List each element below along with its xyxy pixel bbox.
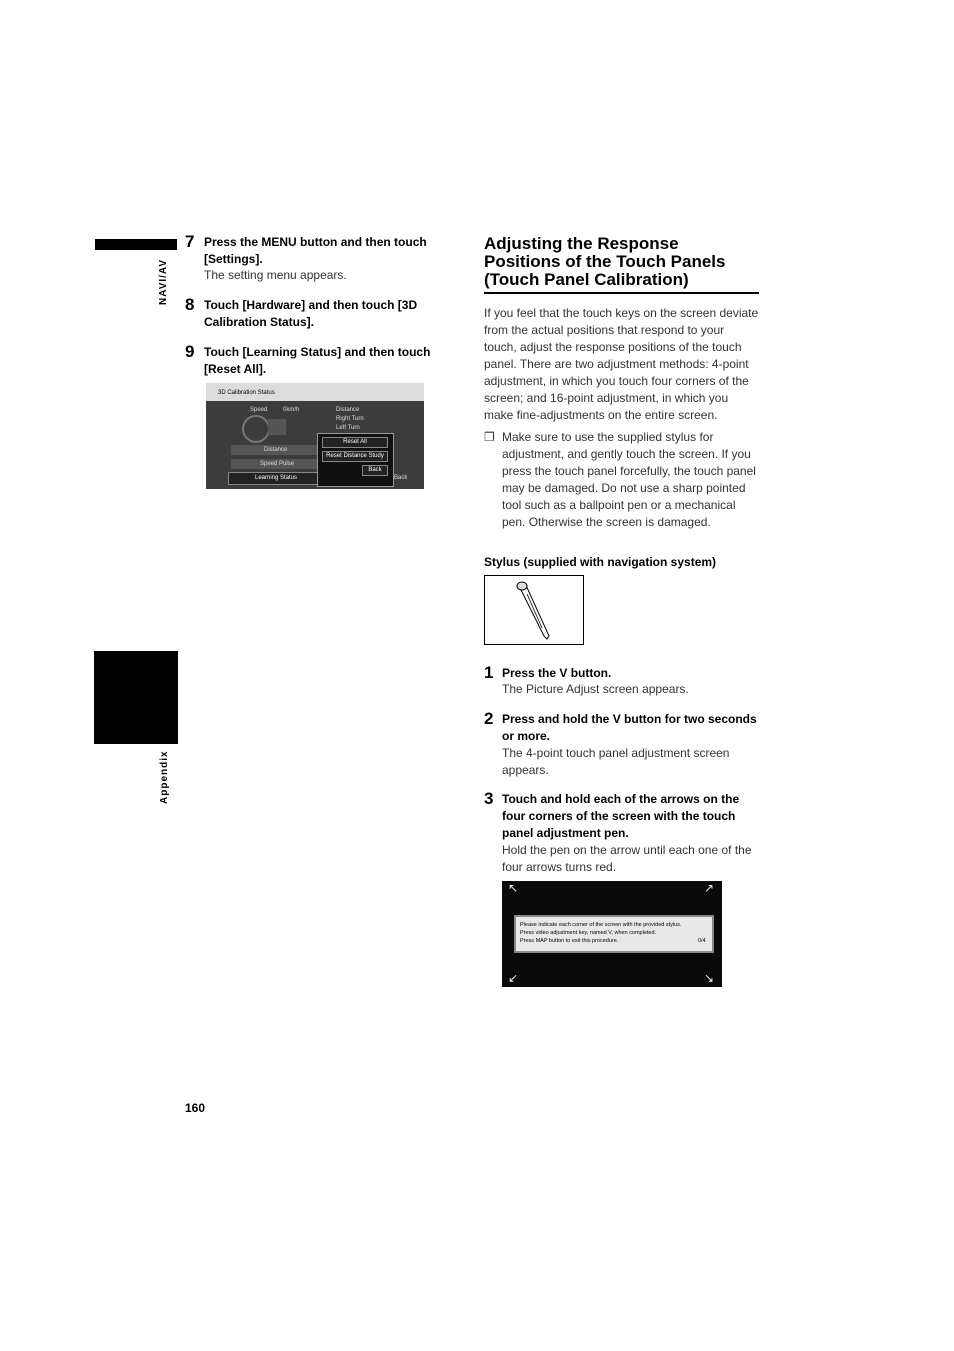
instruction-line-1: Please indicate each corner of the screen with the provided stylus. — [520, 922, 682, 928]
section-label: NAVI/AV — [158, 258, 169, 305]
arrow-bottom-left-icon[interactable]: ↙ — [508, 971, 519, 985]
appendix-label: Appendix — [159, 750, 170, 804]
right-turn-label: Right Turn — [336, 416, 364, 422]
step-7-number: 7 — [185, 232, 195, 251]
step-7-text-pre: Press the — [204, 235, 262, 249]
step-2-text: Press and hold the V button for two seconds or more. — [502, 712, 757, 743]
arrow-bottom-right-icon[interactable]: ↘ — [704, 971, 715, 985]
instruction-dialog — [514, 915, 714, 953]
step-2-number: 2 — [484, 709, 494, 728]
arrow-top-left-icon[interactable]: ↖ — [508, 881, 519, 895]
stylus-caption: Stylus (supplied with navigation system) — [484, 555, 717, 569]
page-number: 160 — [185, 1101, 206, 1115]
speed-label: Speed — [250, 407, 268, 413]
screen-title: 3D Calibration Status — [218, 390, 275, 396]
step-1-number: 1 — [484, 663, 494, 682]
intro-paragraph: If you feel that the touch keys on the screen deviate from the actual positions that respond to your touch, adjust the response positions of the touch panel. There are two adjustment methods: 4-point adjustment, in which you touch four corners of the screen; and 16-point adjustment, in which you make fine-adjustments on the entire screen. — [484, 306, 759, 422]
step-1-desc: The Picture Adjust screen appears. — [502, 682, 689, 696]
calibration-status-screen — [206, 383, 424, 489]
menu-key: MENU — [261, 235, 297, 249]
screen-back-button[interactable]: Back — [394, 475, 408, 481]
step-3-number: 3 — [484, 789, 494, 808]
step-9-number: 9 — [185, 342, 195, 361]
instruction-line-3: Press MAP button to exit this procedure. — [520, 938, 619, 944]
step-7-text-post: button and then touch [Settings]. — [204, 235, 427, 266]
note-paragraph: Make sure to use the supplied stylus for adjustment, and gently touch the screen. If you press the touch panel forcefully, the touch panel may be damaged. Do not use a sharp pointed tool such as a ballpoint pen or a mechanical pen. Otherwise the screen is damaged. — [502, 430, 756, 529]
reset-distance-study-button[interactable]: Reset Distance Study — [322, 451, 388, 462]
step-7-desc: The setting menu appears. — [204, 268, 347, 282]
note-marker: ❒ — [484, 430, 495, 444]
step-7-text — [204, 234, 454, 268]
left-turn-label: Left Turn — [336, 425, 360, 431]
sensor-icon — [268, 419, 286, 435]
step-9-text: Touch [Learning Status] and then touch [Reset All]. — [204, 345, 431, 376]
step-8-number: 8 — [185, 295, 195, 314]
progress-counter: 0/4 — [698, 938, 706, 944]
section-tab-bar — [95, 239, 177, 250]
step-2-desc: The 4-point touch panel adjustment screen appears. — [502, 746, 730, 777]
stylus-figure — [484, 575, 584, 645]
appendix-tab-block — [94, 651, 178, 744]
step-3-desc: Hold the pen on the arrow until each one of the four arrows turns red. — [502, 843, 752, 874]
learning-status-button[interactable]: Learning Status — [228, 472, 324, 485]
distance-label: Distance — [336, 407, 360, 413]
touch-calibration-screen — [502, 881, 722, 987]
distance-button-label: Distance — [264, 447, 288, 453]
step-3-text: Touch and hold each of the arrows on the four corners of the screen with the touch panel adjustment pen. — [502, 792, 740, 840]
stylus-icon — [485, 576, 583, 644]
speed-value: 0km/h — [283, 407, 300, 413]
instruction-line-2: Press video adjustment key, named V, when completed. — [520, 930, 657, 936]
popup-back-button[interactable]: Back — [362, 465, 388, 476]
section-heading: Adjusting the Response Positions of the Touch Panels (Touch Panel Calibration) — [484, 234, 726, 289]
reset-all-button[interactable]: Reset All — [322, 437, 388, 448]
step-1-text: Press the V button. — [502, 666, 612, 680]
speed-pulse-label: Speed Pulse — [260, 461, 295, 467]
heading-rule — [484, 292, 759, 294]
step-8-text: Touch [Hardware] and then touch [3D Calibration Status]. — [204, 298, 418, 329]
gyro-icon — [242, 415, 270, 443]
arrow-top-right-icon[interactable]: ↗ — [704, 881, 715, 895]
